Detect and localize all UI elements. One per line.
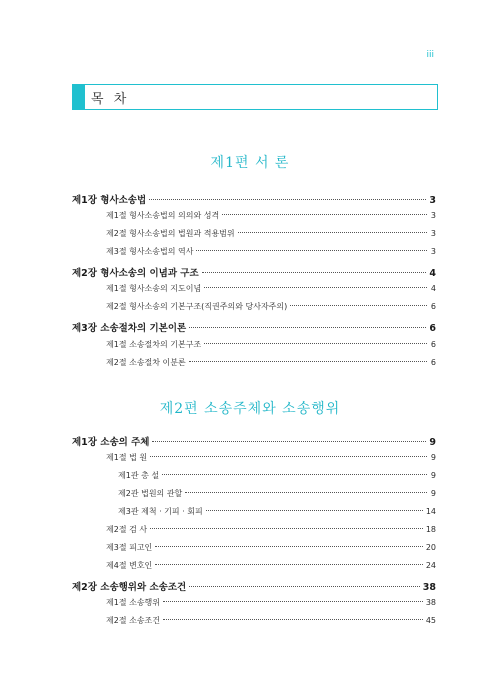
leader-dots — [202, 272, 427, 273]
toc-section — [106, 615, 436, 626]
subsection-title: 제3관 제척 · 기피 · 회피 — [118, 507, 203, 516]
page-ref: 20 — [425, 543, 436, 552]
toc-section — [106, 283, 436, 294]
leader-dots — [204, 343, 427, 344]
toc-section — [106, 452, 436, 463]
toc-chapter — [72, 192, 436, 206]
leader-dots — [150, 528, 423, 529]
section-title: 제2절 형사소송의 기본구조(직권주의와 당사자주의) — [106, 302, 288, 311]
page-ref: 6 — [430, 340, 436, 349]
page-ref: 24 — [425, 561, 436, 570]
toc-subsection — [118, 506, 436, 517]
page-ref: 9 — [430, 489, 436, 498]
leader-dots — [155, 546, 423, 547]
subsection-title: 제2관 법원의 관할 — [118, 489, 183, 498]
leader-dots — [185, 492, 427, 493]
page-ref: 3 — [430, 211, 436, 220]
toc-section — [106, 301, 436, 312]
leader-dots — [196, 250, 427, 251]
toc-section — [106, 597, 436, 608]
section-title: 제2절 소송절차 이분론 — [106, 358, 186, 367]
chapter-title: 제1장 형사소송법 — [72, 195, 147, 206]
page-ref: 38 — [422, 582, 436, 593]
chapter-title: 제3장 소송절차의 기본이론 — [72, 323, 187, 334]
toc-section — [106, 357, 436, 368]
toc-section — [106, 524, 436, 535]
page-ref: 14 — [425, 507, 436, 516]
page-ref: 9 — [430, 471, 436, 480]
toc-section — [106, 339, 436, 350]
page-ref: 18 — [425, 525, 436, 534]
section-title: 제1절 형사소송의 지도이념 — [106, 284, 202, 293]
leader-dots — [290, 305, 427, 306]
section-title: 제2절 검 사 — [106, 525, 148, 534]
page-ref: 6 — [430, 302, 436, 311]
section-title: 제1절 형사소송법의 의의와 성격 — [106, 211, 220, 220]
section-title: 제3절 형사소송법의 역사 — [106, 247, 194, 256]
leader-dots — [152, 441, 426, 442]
section-title: 제3절 피고인 — [106, 543, 153, 552]
leader-dots — [163, 601, 423, 602]
section-title: 제2절 소송조건 — [106, 616, 161, 625]
page-ref: 4 — [430, 284, 436, 293]
chapter-title: 제2장 형사소송의 이념과 구조 — [72, 268, 199, 279]
page-ref: 6 — [429, 323, 436, 334]
toc-header — [72, 84, 438, 110]
toc-chapter — [72, 320, 436, 334]
page-ref: 38 — [425, 598, 436, 607]
part-title: 제1편 서 론 — [210, 155, 290, 171]
page-number: iii — [426, 50, 434, 60]
leader-dots — [206, 510, 423, 511]
toc-chapter — [72, 434, 436, 448]
toc-section — [106, 210, 436, 221]
page-ref: 45 — [425, 616, 436, 625]
toc-chapter — [72, 265, 436, 279]
toc-header-accent-bar — [73, 85, 85, 109]
leader-dots — [189, 327, 426, 328]
toc-subsection — [118, 470, 436, 481]
chapter-title: 제1장 소송의 주체 — [72, 437, 150, 448]
section-title: 제1절 소송행위 — [106, 598, 161, 607]
leader-dots — [222, 214, 427, 215]
toc-section — [106, 228, 436, 239]
toc-section — [106, 560, 436, 571]
toc-subsection — [118, 488, 436, 499]
leader-dots — [204, 287, 427, 288]
leader-dots — [189, 361, 427, 362]
page-ref: 9 — [429, 437, 436, 448]
chapter-title: 제2장 소송행위와 소송조건 — [72, 582, 187, 593]
leader-dots — [163, 619, 423, 620]
section-title: 제4절 변호인 — [106, 561, 153, 570]
subsection-title: 제1관 총 설 — [118, 471, 160, 480]
leader-dots — [238, 232, 427, 233]
page-ref: 9 — [430, 453, 436, 462]
toc-section — [106, 542, 436, 553]
leader-dots — [150, 456, 427, 457]
leader-dots — [155, 564, 423, 565]
page-ref: 3 — [430, 247, 436, 256]
page-ref: 3 — [429, 195, 436, 206]
page-ref: 6 — [430, 358, 436, 367]
toc-chapter — [72, 579, 436, 593]
page-ref: 3 — [430, 229, 436, 238]
page-ref: 4 — [429, 268, 436, 279]
section-title: 제1절 소송절차의 기본구조 — [106, 340, 202, 349]
leader-dots — [189, 586, 420, 587]
section-title: 제1절 법 원 — [106, 453, 148, 462]
section-title: 제2절 형사소송법의 법원과 적용범위 — [106, 229, 235, 238]
leader-dots — [149, 199, 426, 200]
part-title: 제2편 소송주체와 소송행위 — [159, 401, 341, 417]
toc-section — [106, 246, 436, 257]
leader-dots — [162, 474, 427, 475]
toc-title: 목 차 — [91, 92, 130, 107]
